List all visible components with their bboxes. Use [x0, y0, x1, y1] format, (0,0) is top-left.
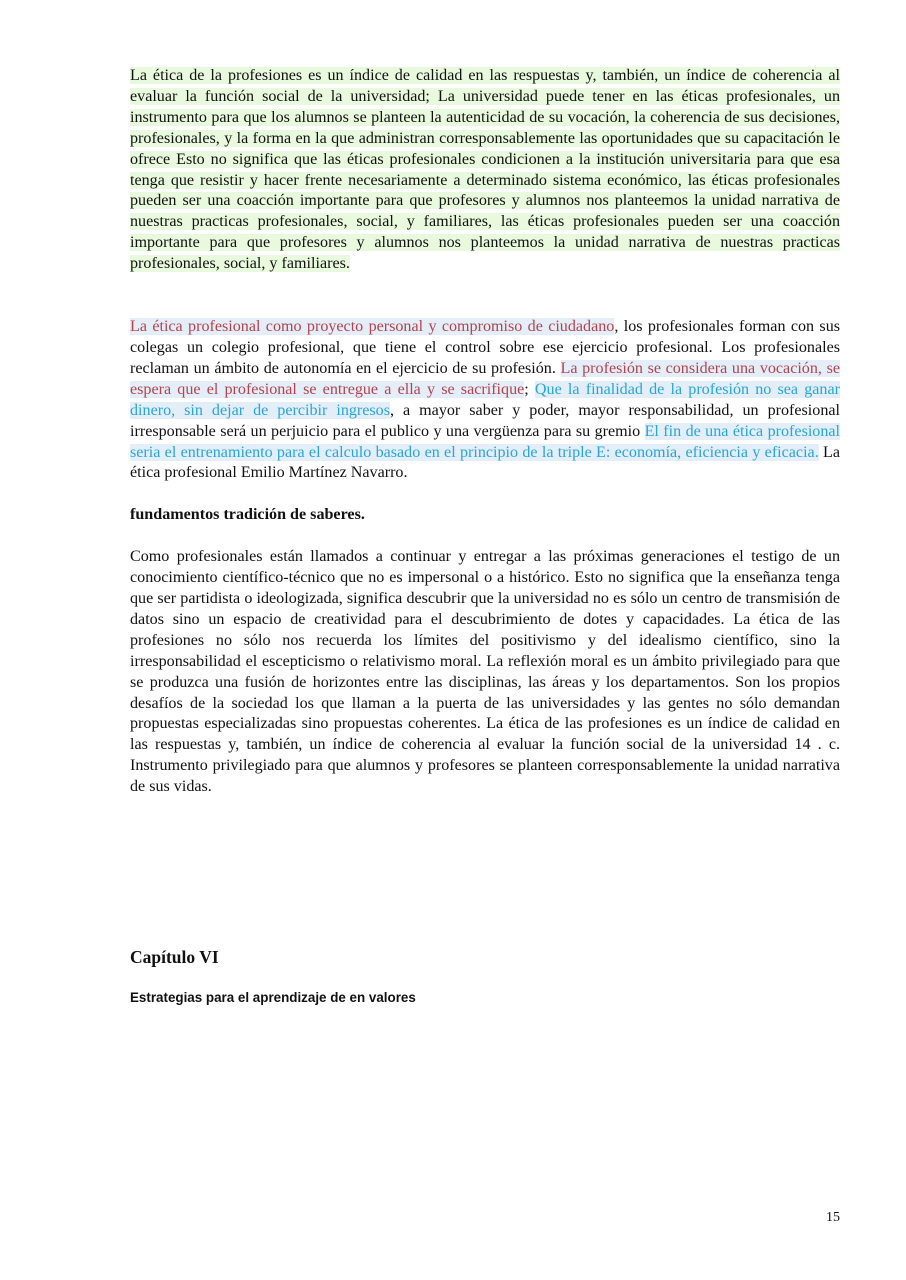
red-highlight-phrase-2: La profesión se considera una vocación, se espera que el profesional se entregue a ella y se sacrifique — [130, 359, 840, 398]
cyan-highlight-phrase-1: Que la finalidad de la profesión no sea ganar dinero, sin dejar de percibir ingresos — [130, 380, 840, 419]
cyan-highlight-phrase-2: El fin de una ética profesional seria el entrenamiento para el calculo basado en el principio de la triple E: economía, eficiencia y eficacia. — [130, 422, 841, 461]
paragraph-professional-ethics — [130, 317, 840, 484]
green-highlight-text: La ética de la profesiones es un índice de calidad en las respuestas y, también, un índice de coherencia al evaluar la función social de la universidad; La universidad puede tener en las éticas profesionales, un instrumento para que los alumnos se planteen la autenticidad de su vocación, la coherencia de sus decisiones, profesionales, y la forma en la que administran corresponsablemente las oportunidades que su capacitación le ofrece Esto no significa que las éticas profesionales condicionen a la institución universitaria para que esa tenga que resistir y hacer frente necesariamente a determinado sistema económico, las éticas profesionales pueden ser una coacción importante para que profesores y alumnos nos planteemos la unidad narrativa de nuestras practicas profesionales, social, y familiares, las éticas profesionales pueden ser una coacción importante para que profesores y alumnos nos planteemos la unidad narrativa de nuestras practicas profesionales, social, y familiares. — [130, 67, 840, 273]
document-page — [130, 66, 840, 798]
plain-text-4: La ética profesional Emilio Martínez Navarro. — [130, 443, 840, 482]
red-highlight-phrase-1: La ética profesional como proyecto personal y compromiso de ciudadano — [130, 318, 615, 336]
plain-text-3: , a mayor saber y poder, mayor responsabilidad, un profesional irresponsable será un perjuicio para el publico y una vergüenza para su gremio — [130, 401, 840, 440]
paragraph-ethics-quality — [130, 66, 840, 275]
plain-text-1: , los profesionales forman con sus colegas un colegio profesional, que tiene el control sobre ese ejercicio profesional. Los profesionales reclaman un ámbito de autonomía en el ejercicio de su profesión. — [130, 318, 841, 377]
plain-text-2: ; — [524, 380, 535, 398]
chapter-title: Capítulo VI — [130, 947, 219, 967]
section-heading: fundamentos tradición de saberes. — [130, 506, 365, 524]
page-number: 15 — [826, 1210, 840, 1225]
paragraph-knowledge-tradition: Como profesionales están llamados a continuar y entregar a las próximas generaciones el testigo de un conocimiento científico-técnico que no es impersonal o a histórico. Esto no significa que la enseñanza tenga que ser partidista o ideologizada, significa descubrir que la universidad no es sólo un centro de transmisión de datos sino un espacio de creatividad para el descubrimiento de dotes y capacidades. La ética de las profesiones no sólo nos recuerda los límites del positivismo y del idealismo científico, sino la irresponsabilidad el escepticismo o relativismo moral. La reflexión moral es un ámbito privilegiado para que se produzca una fusión de horizontes entre las disciplinas, las áreas y los departamentos. Son los propios desafíos de la sociedad los que llaman a la puerta de las universidades y las gentes no sólo demandan propuestas especializadas sino propuestas coherentes. La ética de las profesiones es un índice de calidad en las respuestas y, también, un índice de coherencia al evaluar la función social de la universidad 14 . c. Instrumento privilegiado para que alumnos y profesores se planteen corresponsablemente la unidad narrativa de sus vidas. — [130, 548, 840, 796]
chapter-subtitle: Estrategias para el aprendizaje de en valores — [130, 990, 416, 1005]
